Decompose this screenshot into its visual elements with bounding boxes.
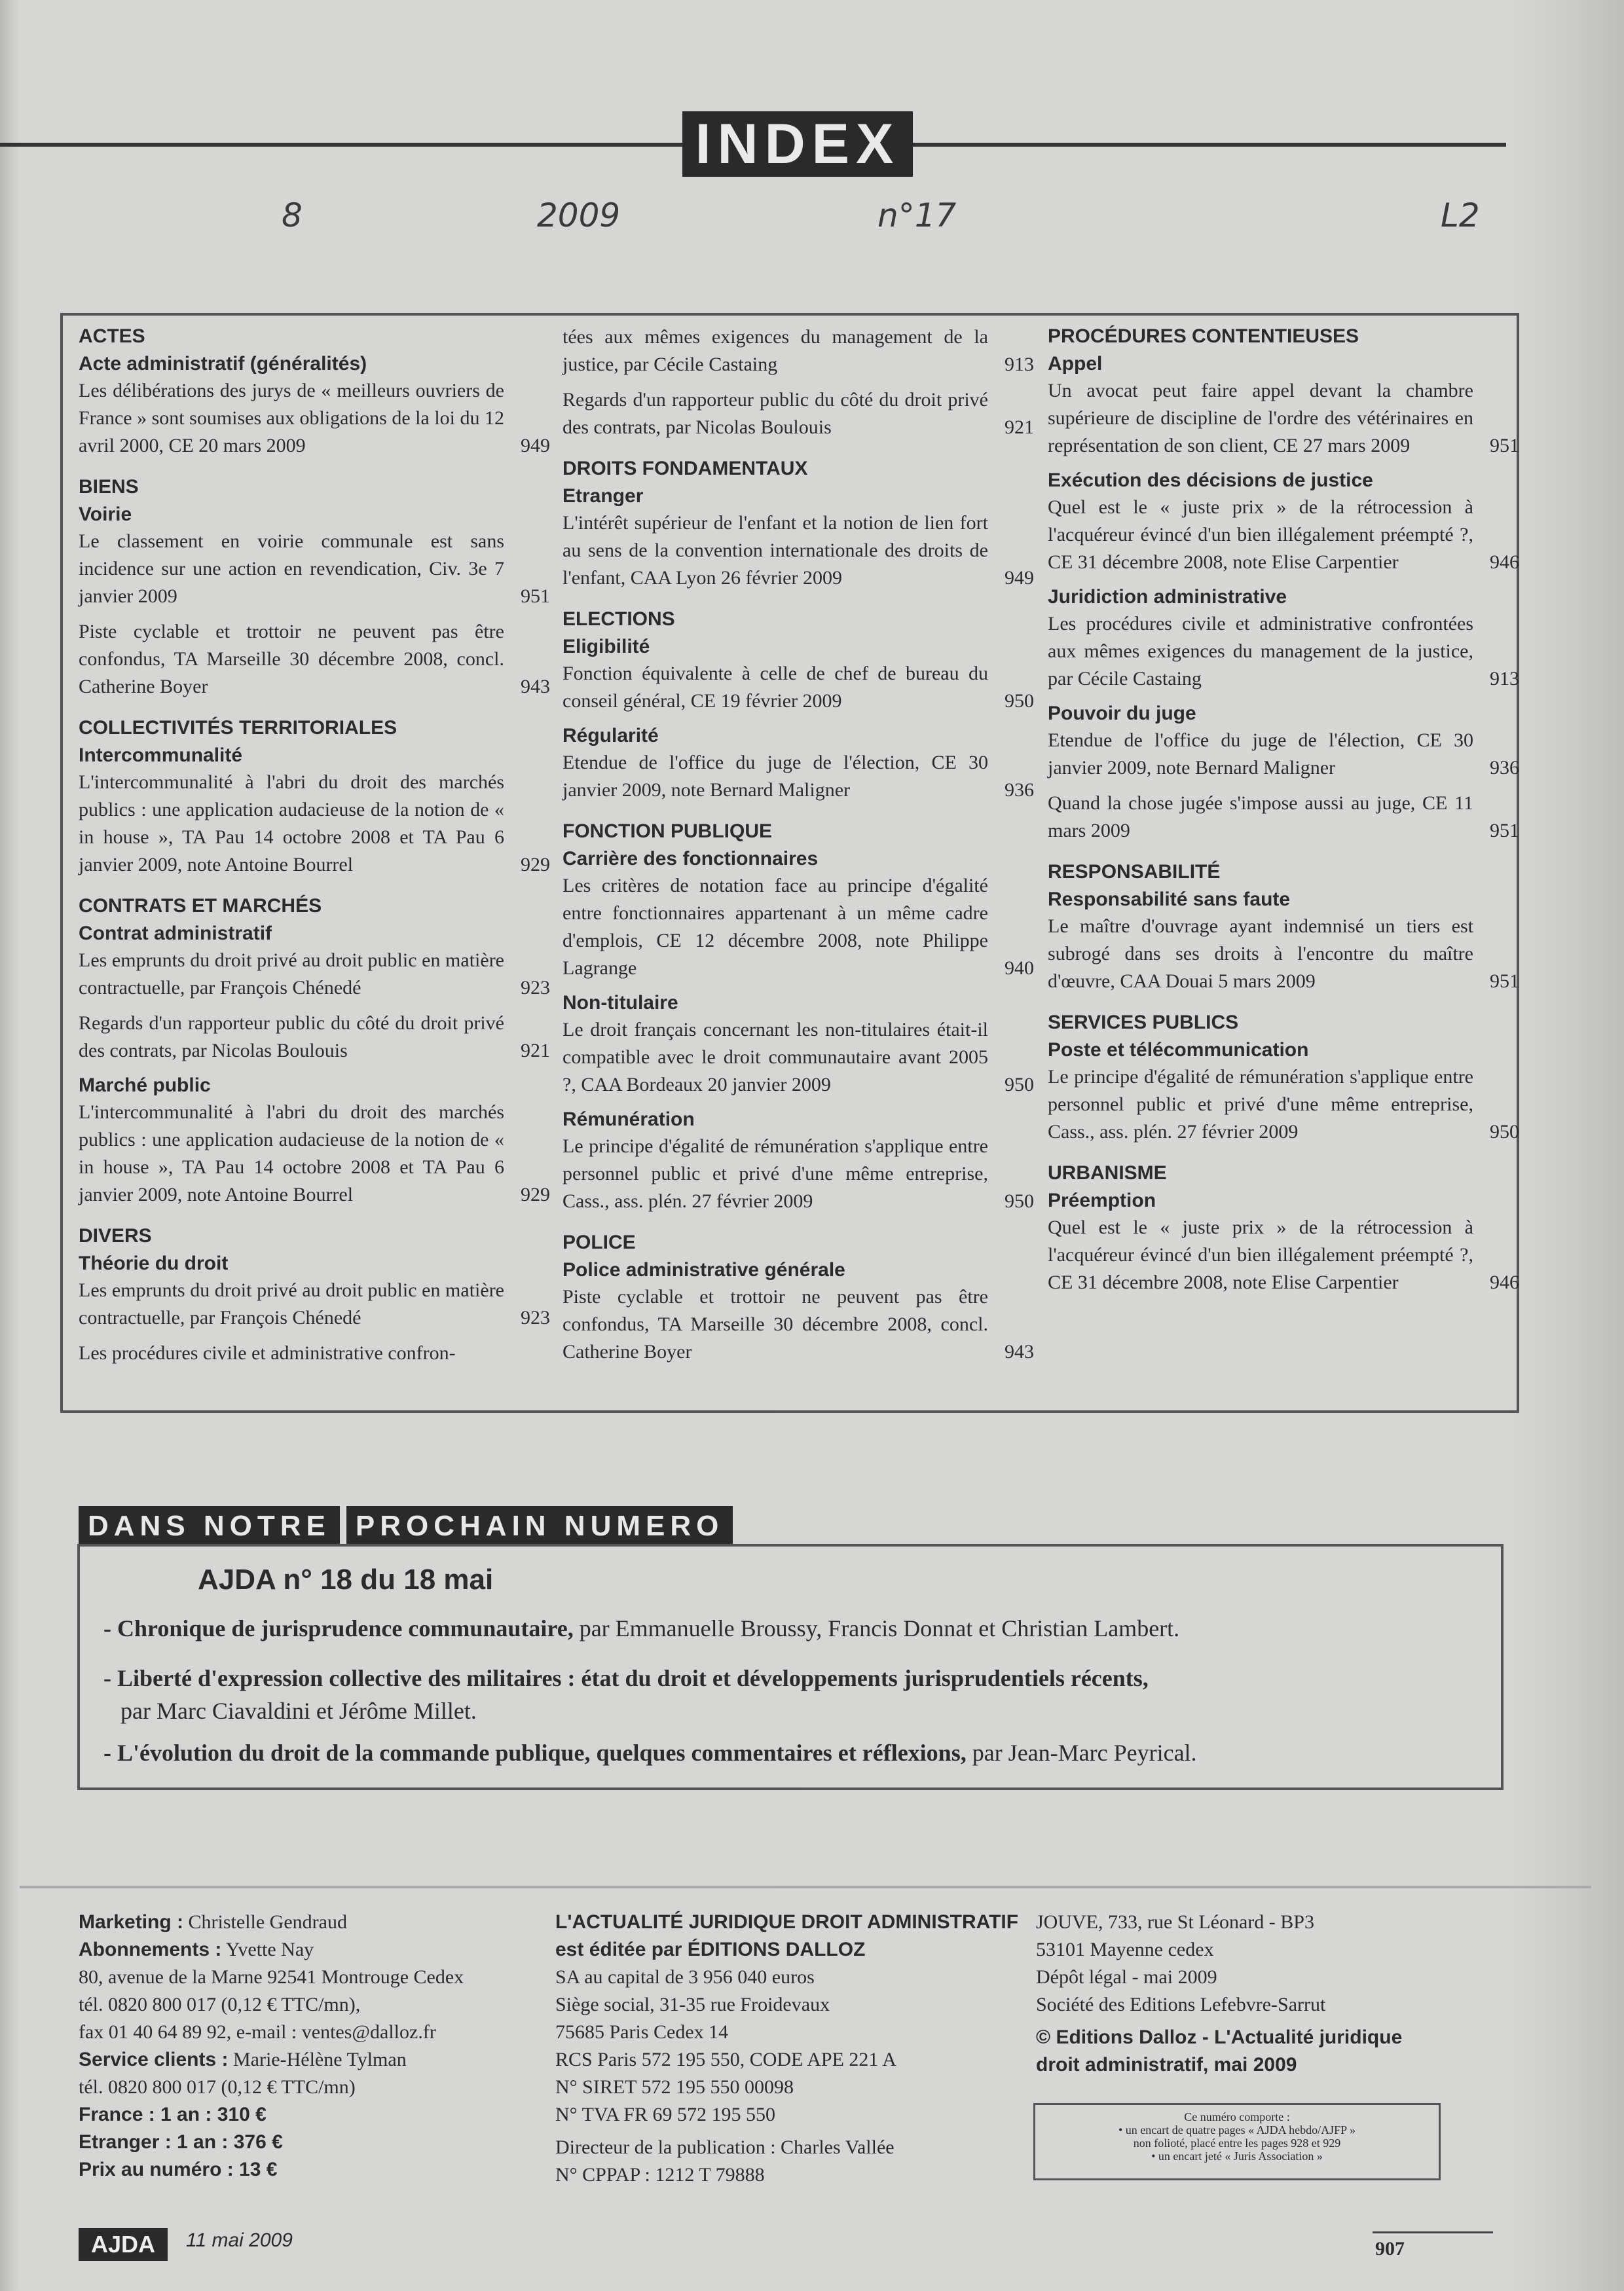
next-issue-item[interactable] bbox=[103, 1736, 1479, 1769]
footer-contacts bbox=[79, 1909, 550, 2184]
entry-page: 949 bbox=[1005, 567, 1034, 589]
item-authors: par Emmanuelle Broussy, Francis Donnat et Christian Lambert. bbox=[573, 1615, 1180, 1641]
entry-page: 949 bbox=[521, 435, 550, 456]
entry-text: Les critères de notation face au principe d'égalité entre fonctionnaires appartenant à un même cadre d'emplois, CE 12 décembre 2008, note Philippe Lagrange bbox=[563, 875, 988, 979]
index-entry[interactable] bbox=[79, 1277, 550, 1332]
index-entry[interactable] bbox=[79, 947, 550, 1002]
section-heading: RESPONSABILITÉ bbox=[1048, 861, 1221, 883]
entry-page: 950 bbox=[1005, 1190, 1034, 1212]
subsection-heading: Eligibilité bbox=[563, 636, 650, 657]
entry-text: Les procédures civile et administrative confrontées aux mêmes exigences du management de la justice, par Cécile Castaing bbox=[1048, 613, 1473, 689]
next-issue-item[interactable] bbox=[103, 1612, 1479, 1645]
siret-line: N° SIRET 572 195 550 00098 bbox=[555, 2076, 794, 2098]
subsection-heading: Régularité bbox=[563, 725, 659, 746]
company-line: Société des Editions Lefebvre-Sarrut bbox=[1036, 1994, 1326, 2015]
index-column-2 bbox=[563, 323, 1034, 1374]
service-name: Marie-Hélène Tylman bbox=[228, 2049, 407, 2070]
entry-text: Le principe d'égalité de rémunération s'applique entre personnel public et privé d'une même entreprise, Cass., ass. plén. 27 février 2009 bbox=[1048, 1066, 1473, 1143]
entry-page: 923 bbox=[521, 1307, 550, 1329]
section-heading: URBANISME bbox=[1048, 1162, 1167, 1184]
entry-page: 951 bbox=[521, 585, 550, 607]
subsection-heading: Acte administratif (généralités) bbox=[79, 353, 367, 375]
index-entry[interactable] bbox=[563, 660, 1034, 715]
entry-page: 929 bbox=[521, 1184, 550, 1205]
entry-page: 929 bbox=[521, 854, 550, 875]
entry-page: 936 bbox=[1490, 757, 1519, 779]
tva-line: N° TVA FR 69 572 195 550 bbox=[555, 2104, 775, 2125]
price-issue: Prix au numéro : 13 € bbox=[79, 2159, 278, 2180]
index-column-1 bbox=[79, 323, 550, 1367]
phone-line: tél. 0820 800 017 (0,12 € TTC/mn), bbox=[79, 1994, 361, 2015]
entry-text: Le classement en voirie communale est sans incidence sur une action en revendication, Civ. 3e 7 janvier 2009 bbox=[79, 530, 504, 607]
entry-page: 950 bbox=[1005, 690, 1034, 712]
notice-line: non folioté, placé entre les pages 928 et 929 bbox=[1133, 2136, 1341, 2150]
entry-text: L'intercommunalité à l'abri du droit des marchés publics : une application audacieuse de la notion de « in house », TA Pau 14 octobre 2008 et TA Pau 6 janvier 2009, note Antoine Bourrel bbox=[79, 1101, 504, 1205]
copyright-line-2: droit administratif, mai 2009 bbox=[1036, 2054, 1297, 2076]
entry-page: 913 bbox=[1005, 354, 1034, 375]
index-entry[interactable] bbox=[1048, 610, 1519, 693]
index-title: INDEX bbox=[682, 111, 913, 177]
legal-deposit: Dépôt légal - mai 2009 bbox=[1036, 1966, 1217, 1988]
entry-text: Piste cyclable et trottoir ne peuvent pas être confondus, TA Marseille 30 décembre 2008, concl. Catherine Boyer bbox=[79, 621, 504, 697]
entry-page: 943 bbox=[1005, 1341, 1034, 1363]
entry-text: Les délibérations des jurys de « meilleurs ouvriers de France » sont soumises aux obligations de la loi du 12 avril 2000, CE 20 mars 2009 bbox=[79, 380, 504, 456]
entry-page: 951 bbox=[1490, 970, 1519, 992]
subscriptions-name: Yvette Nay bbox=[221, 1939, 314, 1960]
entry-text: L'intercommunalité à l'abri du droit des marchés publics : une application audacieuse de la notion de « in house », TA Pau 14 octobre 2008 et TA Pau 6 janvier 2009, note Antoine Bourrel bbox=[79, 771, 504, 875]
index-entry[interactable] bbox=[79, 618, 550, 701]
index-entry[interactable] bbox=[563, 1283, 1034, 1366]
rcs-line: RCS Paris 572 195 550, CODE APE 221 A bbox=[555, 2049, 896, 2070]
index-entry[interactable] bbox=[1048, 1214, 1519, 1296]
subsection-heading: Responsabilité sans faute bbox=[1048, 889, 1291, 910]
entry-text: Quel est le « juste prix » de la rétrocession à l'acquéreur évincé d'un bien illégalement préempté ?, CE 31 décembre 2008, note Elise Carpentier bbox=[1048, 1217, 1473, 1293]
director-line: Directeur de la publication : Charles Vallée bbox=[555, 2136, 895, 2158]
address-line: 80, avenue de la Marne 92541 Montrouge Cedex bbox=[79, 1966, 464, 1988]
price-france: France : 1 an : 310 € bbox=[79, 2104, 267, 2125]
price-abroad: Etranger : 1 an : 376 € bbox=[79, 2131, 283, 2153]
capital-line: SA au capital de 3 956 040 euros bbox=[555, 1966, 815, 1988]
entry-page: 951 bbox=[1490, 820, 1519, 841]
entry-page: 950 bbox=[1005, 1074, 1034, 1095]
entry-text: Le maître d'ouvrage ayant indemnisé un tiers est subrogé dans ses droits à l'encontre du maître d'œuvre, CAA Douai 5 mars 2009 bbox=[1048, 915, 1473, 992]
next-issue-item[interactable] bbox=[103, 1662, 1479, 1727]
banner-part-2: PROCHAIN NUMERO bbox=[344, 1506, 733, 1547]
section-heading: COLLECTIVITÉS TERRITORIALES bbox=[79, 717, 397, 739]
index-entry[interactable] bbox=[79, 528, 550, 610]
cppap-line: N° CPPAP : 1212 T 79888 bbox=[555, 2164, 765, 2186]
index-entry[interactable] bbox=[1048, 727, 1519, 782]
entry-page: 951 bbox=[1490, 435, 1519, 456]
index-entry[interactable] bbox=[1048, 1063, 1519, 1146]
subsection-heading: Théorie du droit bbox=[79, 1253, 229, 1274]
phone-line: tél. 0820 800 017 (0,12 € TTC/mn) bbox=[79, 2076, 356, 2098]
index-entry[interactable] bbox=[563, 509, 1034, 592]
index-entry[interactable] bbox=[79, 377, 550, 460]
handwritten-note: L2 bbox=[1441, 196, 1480, 234]
index-entry[interactable] bbox=[563, 749, 1034, 804]
entry-text: Le principe d'égalité de rémunération s'applique entre personnel public et privé d'une même entreprise, Cass., ass. plén. 27 février 2009 bbox=[563, 1135, 988, 1212]
entry-text: Fonction équivalente à celle de chef de bureau du conseil général, CE 19 février 2009 bbox=[563, 663, 988, 712]
index-entry[interactable] bbox=[563, 323, 1034, 378]
entry-text: L'intérêt supérieur de l'enfant et la notion de lien fort au sens de la convention internationale des droits de l'enfant, CAA Lyon 26 février 2009 bbox=[563, 512, 988, 589]
section-heading: BIENS bbox=[79, 476, 139, 498]
notice-line: • un encart jeté « Juris Association » bbox=[1151, 2150, 1323, 2163]
entry-text: Quand la chose jugée s'impose aussi au juge, CE 11 mars 2009 bbox=[1048, 792, 1473, 841]
page-number-rule bbox=[1373, 2231, 1493, 2233]
entry-page: 943 bbox=[521, 676, 550, 697]
handwritten-note: 8 bbox=[282, 196, 303, 234]
entry-text: Regards d'un rapporteur public du côté du droit privé des contrats, par Nicolas Boulouis bbox=[79, 1012, 504, 1061]
notice-line: Ce numéro comporte : bbox=[1184, 2110, 1290, 2123]
entry-text: tées aux mêmes exigences du management de la justice, par Cécile Castaing bbox=[563, 326, 988, 375]
index-entry[interactable] bbox=[563, 1133, 1034, 1215]
next-issue-title: AJDA n° 18 du 18 mai bbox=[198, 1564, 494, 1596]
index-box bbox=[60, 313, 1519, 1413]
entry-text: Le droit français concernant les non-titulaires était-il compatible avec le droit communautaire avant 2005 ?, CAA Bordeaux 20 janvier 2009 bbox=[563, 1019, 988, 1095]
section-heading: DROITS FONDAMENTAUX bbox=[563, 458, 808, 479]
marketing-name: Christelle Gendraud bbox=[183, 1911, 347, 1933]
subsection-heading: Non-titulaire bbox=[563, 992, 678, 1014]
subsection-heading: Contrat administratif bbox=[79, 923, 272, 944]
item-heading: - Chronique de jurisprudence communautaire, bbox=[103, 1615, 574, 1641]
subsection-heading: Exécution des décisions de justice bbox=[1048, 469, 1373, 491]
entry-page: 946 bbox=[1490, 551, 1519, 573]
subsection-heading: Marché public bbox=[79, 1074, 211, 1096]
section-heading: ACTES bbox=[79, 325, 145, 347]
printer-address: JOUVE, 733, rue St Léonard - BP3 bbox=[1036, 1911, 1314, 1933]
footer-printer bbox=[1036, 1909, 1507, 2079]
publisher-line: est éditée par ÉDITIONS DALLOZ bbox=[555, 1939, 866, 1960]
ajda-logo: AJDA bbox=[79, 2228, 168, 2261]
entry-text: Les procédures civile et administrative confron- bbox=[79, 1342, 456, 1364]
next-issue-box bbox=[77, 1544, 1504, 1790]
entry-text: Les emprunts du droit privé au droit public en matière contractuelle, par François Chénedé bbox=[79, 949, 504, 999]
city-line: 75685 Paris Cedex 14 bbox=[555, 2021, 729, 2043]
fax-email-line[interactable]: fax 01 40 64 89 92, e-mail : ventes@dalloz.fr bbox=[79, 2021, 436, 2043]
handwritten-note: n°17 bbox=[877, 196, 957, 234]
subsection-heading: Police administrative générale bbox=[563, 1259, 845, 1281]
index-entry[interactable] bbox=[563, 386, 1034, 441]
subsection-heading: Préemption bbox=[1048, 1190, 1156, 1211]
index-entry[interactable] bbox=[79, 1099, 550, 1209]
entry-text: Piste cyclable et trottoir ne peuvent pas être confondus, TA Marseille 30 décembre 2008, concl. Catherine Boyer bbox=[563, 1286, 988, 1363]
entry-page: 946 bbox=[1490, 1272, 1519, 1293]
publication-name: L'ACTUALITÉ JURIDIQUE DROIT ADMINISTRATIF bbox=[555, 1911, 1019, 1933]
subsection-heading: Pouvoir du juge bbox=[1048, 703, 1196, 724]
entry-page: 913 bbox=[1490, 668, 1519, 689]
subsection-heading: Etranger bbox=[563, 485, 644, 507]
index-entry[interactable] bbox=[79, 769, 550, 879]
section-heading: PROCÉDURES CONTENTIEUSES bbox=[1048, 325, 1359, 347]
entry-page: 923 bbox=[521, 977, 550, 999]
index-column-3 bbox=[1048, 323, 1519, 1304]
page-number: 907 bbox=[1375, 2238, 1405, 2260]
subsection-heading: Juridiction administrative bbox=[1048, 586, 1287, 608]
printer-city: 53101 Mayenne cedex bbox=[1036, 1939, 1214, 1960]
entry-text: Les emprunts du droit privé au droit public en matière contractuelle, par François Chénedé bbox=[79, 1279, 504, 1329]
index-entry[interactable] bbox=[79, 1010, 550, 1065]
subsection-heading: Rémunération bbox=[563, 1109, 695, 1130]
next-issue-banner bbox=[79, 1506, 733, 1547]
section-heading: DIVERS bbox=[79, 1225, 152, 1247]
section-heading: POLICE bbox=[563, 1232, 636, 1253]
index-entry[interactable] bbox=[563, 872, 1034, 982]
subsection-heading: Voirie bbox=[79, 504, 132, 525]
entry-page: 950 bbox=[1490, 1121, 1519, 1143]
entry-text: Un avocat peut faire appel devant la chambre supérieure de discipline de l'ordre des vétérinaires en représentation de son client, CE 27 mars 2009 bbox=[1048, 380, 1473, 456]
entry-text: Etendue de l'office du juge de l'élection, CE 30 janvier 2009, note Bernard Maligner bbox=[1048, 729, 1473, 779]
footer-publisher bbox=[555, 1909, 1027, 2189]
section-heading: CONTRATS ET MARCHÉS bbox=[79, 895, 322, 917]
banner-part-1: DANS NOTRE bbox=[79, 1506, 340, 1547]
index-entry[interactable] bbox=[1048, 913, 1519, 995]
entry-page: 940 bbox=[1005, 957, 1034, 979]
index-entry[interactable] bbox=[1048, 494, 1519, 576]
index-entry[interactable] bbox=[1048, 377, 1519, 460]
notice-line: • un encart de quatre pages « AJDA hebdo/AJFP » bbox=[1118, 2123, 1356, 2136]
footer-rule bbox=[20, 1886, 1591, 1888]
item-authors: par Jean-Marc Peyrical. bbox=[966, 1740, 1197, 1766]
subsection-heading: Poste et télécommunication bbox=[1048, 1039, 1309, 1061]
copyright-line: © Editions Dalloz - L'Actualité juridique bbox=[1036, 2026, 1403, 2048]
item-heading: - L'évolution du droit de la commande publique, quelques commentaires et réflexions, bbox=[103, 1740, 967, 1766]
section-heading: ELECTIONS bbox=[563, 608, 675, 630]
item-authors: par Marc Ciavaldini et Jérôme Millet. bbox=[120, 1698, 477, 1724]
service-label: Service clients : bbox=[79, 2049, 229, 2070]
insert-notice bbox=[1033, 2103, 1441, 2180]
section-heading: FONCTION PUBLIQUE bbox=[563, 820, 772, 842]
item-heading: - Liberté d'expression collective des militaires : état du droit et développements jurisprudentiels récents, bbox=[103, 1665, 1149, 1691]
entry-page: 921 bbox=[1005, 416, 1034, 438]
marketing-label: Marketing : bbox=[79, 1911, 184, 1933]
entry-page: 936 bbox=[1005, 779, 1034, 801]
section-heading: SERVICES PUBLICS bbox=[1048, 1012, 1239, 1033]
entry-text: Regards d'un rapporteur public du côté du droit privé des contrats, par Nicolas Boulouis bbox=[563, 389, 988, 438]
issue-date: 11 mai 2009 bbox=[186, 2229, 293, 2251]
entry-text: Quel est le « juste prix » de la rétrocession à l'acquéreur évincé d'un bien illégalement préempté ?, CE 31 décembre 2008, note Elise Carpentier bbox=[1048, 496, 1473, 573]
index-entry[interactable] bbox=[563, 1016, 1034, 1099]
entry-page: 921 bbox=[521, 1040, 550, 1061]
subscriptions-label: Abonnements : bbox=[79, 1939, 222, 1960]
subsection-heading: Intercommunalité bbox=[79, 744, 243, 766]
entry-text: Etendue de l'office du juge de l'élection, CE 30 janvier 2009, note Bernard Maligner bbox=[563, 752, 988, 801]
handwritten-note: 2009 bbox=[537, 196, 621, 234]
subsection-heading: Carrière des fonctionnaires bbox=[563, 848, 819, 870]
head-office-line: Siège social, 31-35 rue Froidevaux bbox=[555, 1994, 830, 2015]
subsection-heading: Appel bbox=[1048, 353, 1103, 375]
index-entry[interactable] bbox=[1048, 790, 1519, 845]
